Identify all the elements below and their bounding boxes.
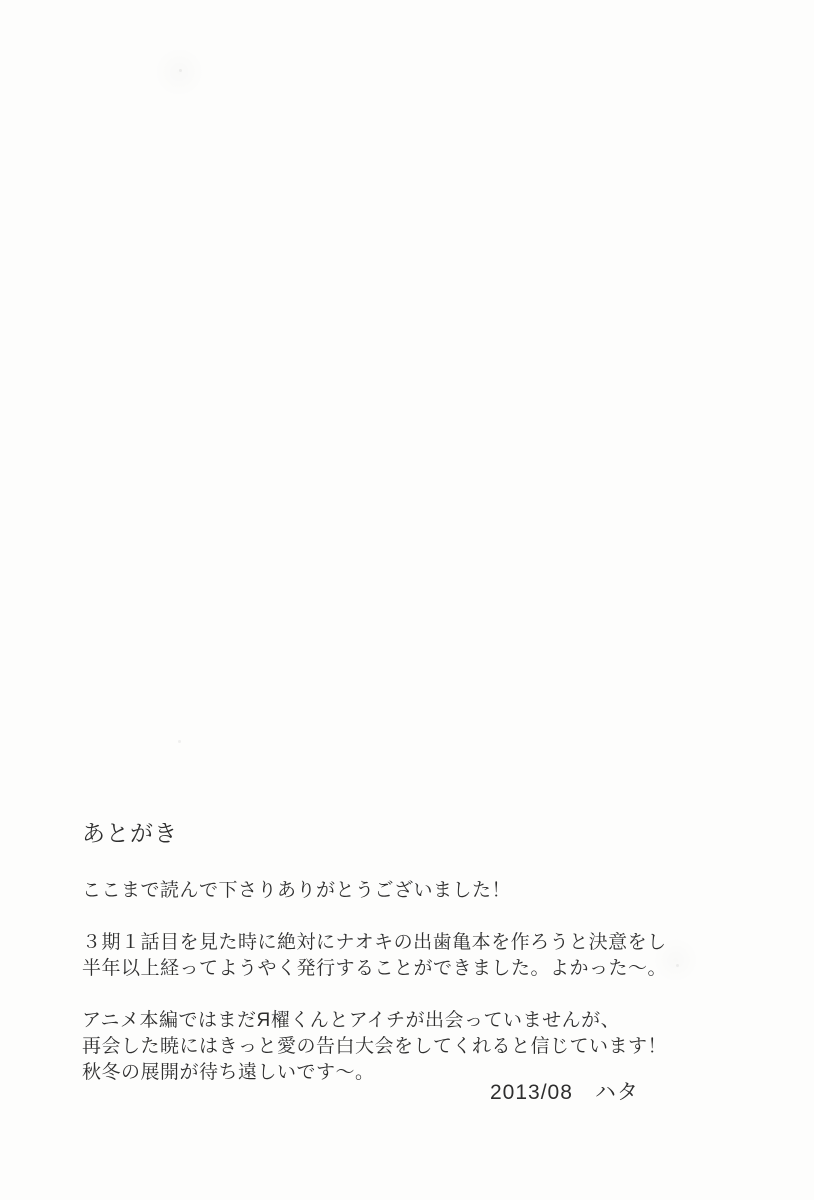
afterword-line: 秋冬の展開が待ち遠しいです～。: [82, 1061, 375, 1083]
author-signature: 2013/08 ハタ: [490, 1081, 639, 1104]
afterword-line: ここまで読んで下さりありがとうございました！: [82, 879, 512, 901]
afterword-paragraph: [82, 1008, 742, 1086]
afterword-line: 半年以上経ってようやく発行することができました。よかった～。: [82, 957, 668, 979]
afterword-paragraph: [82, 878, 742, 904]
scan-speck: [178, 740, 181, 743]
afterword-line: アニメ本編ではまだЯ櫂くんとアイチが出会っていませんが、: [82, 1009, 621, 1031]
afterword-paragraph: [82, 930, 742, 982]
afterword-title: あとがき: [82, 820, 178, 846]
afterword-line: 再会した暁にはきっと愛の告白大会をしてくれると信じています！: [82, 1035, 668, 1057]
scan-speck: [179, 69, 182, 72]
afterword-text-block: [82, 820, 742, 1112]
afterword-line: ３期１話目を見た時に絶対にナオキの出歯亀本を作ろうと決意をし: [82, 931, 667, 953]
